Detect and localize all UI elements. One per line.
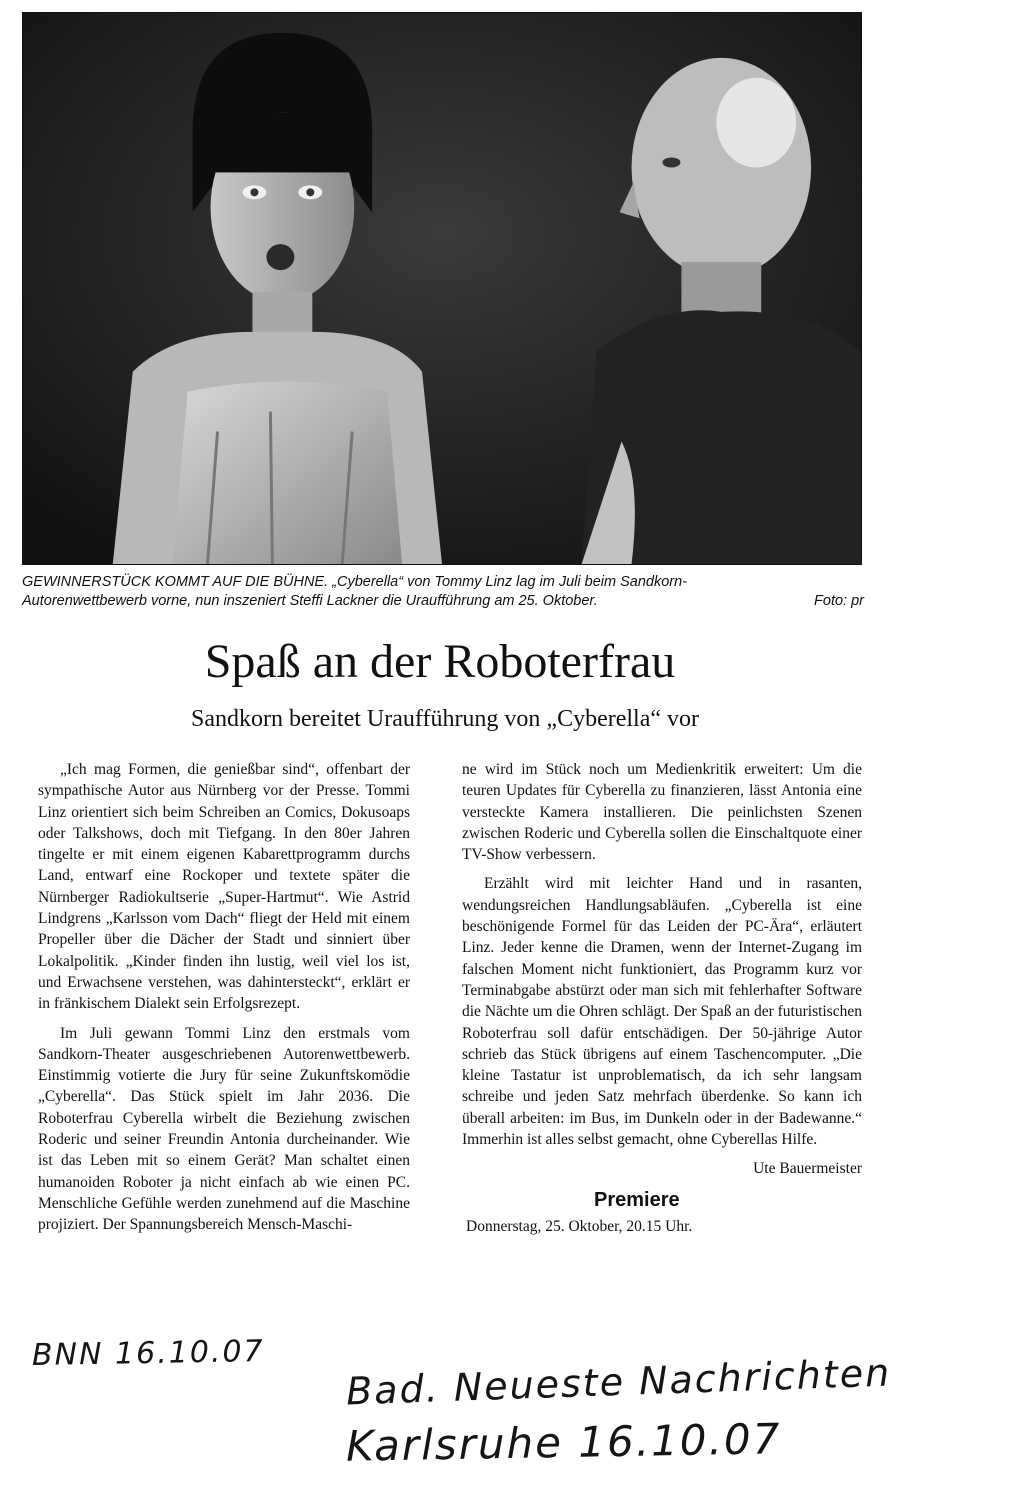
column1-paragraph-1: „Ich mag Formen, die genießbar sind“, offenbart der sympathische Autor aus Nürnberg vor der Presse. Tommi Linz orientiert sich beim Schreiben an Comics, Dokusoaps oder Talkshows, doch mit Tiefgang. In den 80er Jahren tingelte er mit einem eigenen Kabarettprogramm durchs Land, entwarf eine Rockoper und textete später die Nürnberger Radiokultserie „Super-Hartmut“. Wie Astrid Lindgrens „Karlsson vom Dach“ fliegt der Held mit einem Propeller über die Dächer der Stadt und sinniert über Lokalpolitik. „Kinder finden ihn lustig, weil viel los ist, und Erwachsene verstehen, was dahintersteckt“, erklärt er in fränkischem Dialekt sein Erfolgsrezept.: [38, 761, 410, 1013]
premiere-heading: Premiere: [594, 1188, 680, 1211]
caption-line-1: GEWINNERSTÜCK KOMMT AUF DIE BÜHNE. „Cyberella“ von Tommy Linz lag im Juli beim Sandkorn-: [22, 574, 688, 590]
stage-photo-icon: [23, 13, 861, 564]
premiere-date: Donnerstag, 25. Oktober, 20.15 Uhr.: [466, 1217, 693, 1235]
caption-line-2-text: Autorenwettbewerb vorne, nun inszeniert Steffi Lackner die Uraufführung am 25. Oktober.: [22, 593, 598, 609]
handwritten-city-date-note: Karlsruhe 16.10.07: [345, 1414, 782, 1471]
photo-caption: [22, 573, 864, 611]
caption-line-2: [22, 592, 864, 611]
article-column-1: [38, 759, 410, 1244]
handwritten-source-note: BNN 16.10.07: [31, 1333, 265, 1374]
column2-paragraph-1: ne wird im Stück noch um Medienkritik erweitert: Um die teuren Updates für Cyberella zu finanzieren, lässt Antonia eine versteckte Kamera installieren. Die peinlichsten Szenen zwischen Roderic und Cyberella sollen die Einschaltquote einer TV-Show verbessern.: [462, 761, 862, 864]
column1-paragraph-2: Im Juli gewann Tommi Linz den erstmals vom Sandkorn-Theater ausgeschriebenen Autorenwettbewerb. Einstimmig votierte die Jury für seine Zukunftskomödie „Cyberella“. Das Stück spielt im Jahr 2036. Die Roboterfrau Cyberella wirbelt die Beziehung zwischen Roderic und seiner Freundin Antonia durcheinander. Wie ist das Leben mit so einem Gerät? Man schaltet einen humanoiden Roboter ja nicht einfach ab wie einen PC. Menschliche Gefühle werden zunehmend auf die Maschine projiziert. Der Spannungsbereich Mensch-Maschi-: [38, 1024, 410, 1234]
article-headline: Spaß an der Roboterfrau: [204, 635, 676, 688]
photo-credit: Foto: pr: [814, 593, 864, 609]
article-author: Ute Bauermeister: [753, 1160, 862, 1178]
article-column-2: [462, 759, 862, 1237]
article-photo: [22, 12, 862, 565]
column2-paragraph-2: Erzählt wird mit leichter Hand und in rasanten, wendungsreichen Handlungsabläufen. „Cyberella ist eine beschönigende Formel für das Leiden der PC-Ära“, erläutert Linz. Jeder kenne die Dramen, wenn der Internet-Zugang im falschen Moment nicht funktioniert, das Programm kurz vor Terminabgabe abstürzt oder man sich mit fehlerhafter Software die Nächte um die Ohren schlägt. Der Spaß an der futuristischen Roboterfrau soll dafür entschädigen. Der 50-jährige Autor schrieb das Stück übrigens auf einem Taschencomputer. „Die kleine Tastatur ist unproblematisch, da ich sehr langsam schreibe und jeden Satz mehrfach überdenke. So kann ich überall arbeiten: im Bus, im Dunkeln oder in der Badewanne.“ Immerhin ist alles selbst gemacht, ohne Cyberellas Hilfe.: [462, 875, 862, 1149]
article-subheadline: Sandkorn bereitet Uraufführung von „Cyberella“ vor: [190, 706, 700, 732]
handwritten-publication-note: Bad. Neueste Nachrichten: [345, 1350, 892, 1414]
